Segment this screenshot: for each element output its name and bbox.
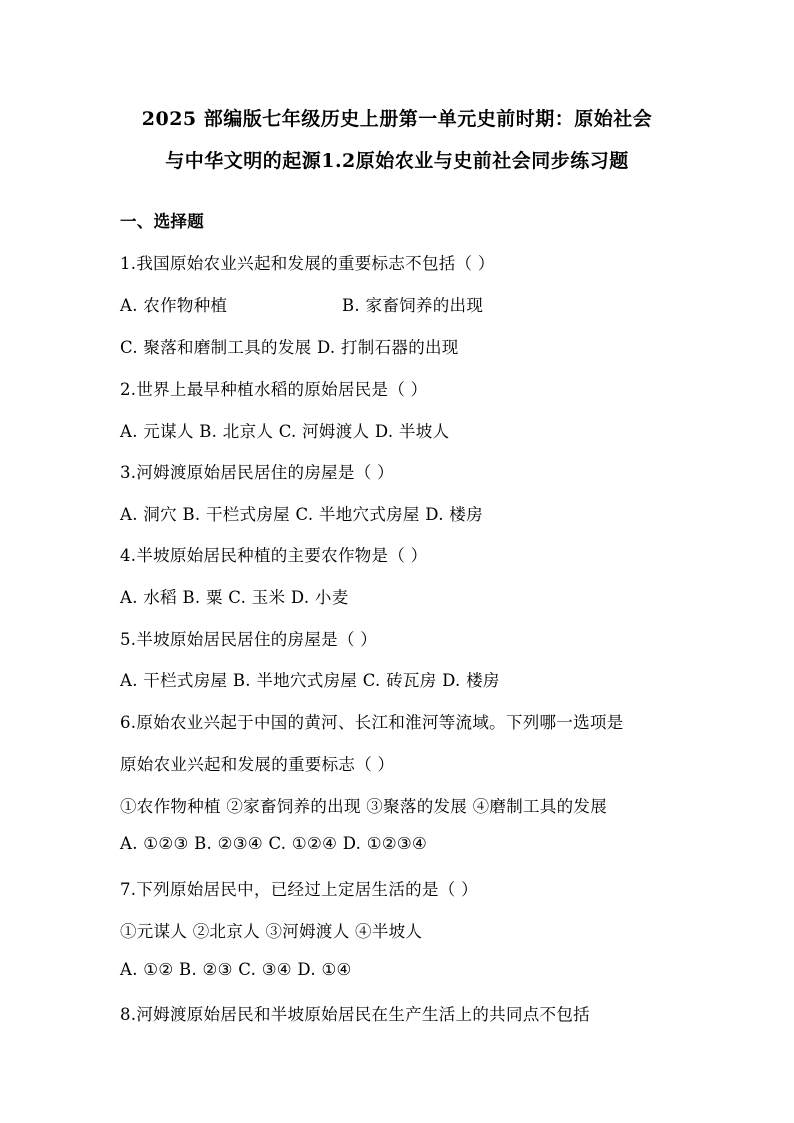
question-1-stem: 1.我国原始农业兴起和发展的重要标志不包括（ ） <box>120 254 495 273</box>
question-7-options: A. ①② B. ②③ C. ③④ D. ①④ <box>120 960 352 979</box>
question-6-statements: ①农作物种植 ②家畜饲养的出现 ③聚落的发展 ④磨制工具的发展 <box>120 797 608 816</box>
question-5-options: A. 干栏式房屋 B. 半地穴式房屋 C. 砖瓦房 D. 楼房 <box>120 671 500 690</box>
question-7-stem: 7.下列原始居民中，已经过上定居生活的是（ ） <box>120 880 478 899</box>
question-5-stem: 5.半坡原始居民居住的房屋是（ ） <box>120 630 378 649</box>
question-6-stem-line-1: 6.原始农业兴起于中国的黄河、长江和淮河等流域。下列哪一选项是 <box>120 713 624 732</box>
question-1-options-row-2: C. 聚落和磨制工具的发展 D. 打制石器的出现 <box>120 338 459 357</box>
question-4-options: A. 水稻 B. 粟 C. 玉米 D. 小麦 <box>120 588 349 607</box>
document-title-line-1: 2025 部编版七年级历史上册第一单元史前时期：原始社会 <box>141 108 653 130</box>
section-heading: 一、选择题 <box>120 212 204 231</box>
question-1-option-b: B. 家畜饲养的出现 <box>342 296 484 315</box>
question-8-stem: 8.河姆渡原始居民和半坡原始居民在生产生活上的共同点不包括 <box>120 1005 590 1024</box>
question-4-stem: 4.半坡原始居民种植的主要农作物是（ ） <box>120 546 428 565</box>
question-3-stem: 3.河姆渡原始居民居住的房屋是（ ） <box>120 463 394 482</box>
question-3-options: A. 洞穴 B. 干栏式房屋 C. 半地穴式房屋 D. 楼房 <box>120 505 483 524</box>
question-6-stem-line-2: 原始农业兴起和发展的重要标志（ ） <box>120 755 395 774</box>
question-1-option-a: A. 农作物种植 <box>120 296 228 315</box>
question-2-options: A. 元谋人 B. 北京人 C. 河姆渡人 D. 半坡人 <box>120 422 450 441</box>
question-2-stem: 2.世界上最早种植水稻的原始居民是（ ） <box>120 380 428 399</box>
question-6-options: A. ①②③ B. ②③④ C. ①②④ D. ①②③④ <box>120 834 428 853</box>
question-7-statements: ①元谋人 ②北京人 ③河姆渡人 ④半坡人 <box>120 922 423 941</box>
document-title-line-2: 与中华文明的起源1.2原始农业与史前社会同步练习题 <box>165 150 629 172</box>
question-1-options-row-1 <box>120 292 483 316</box>
